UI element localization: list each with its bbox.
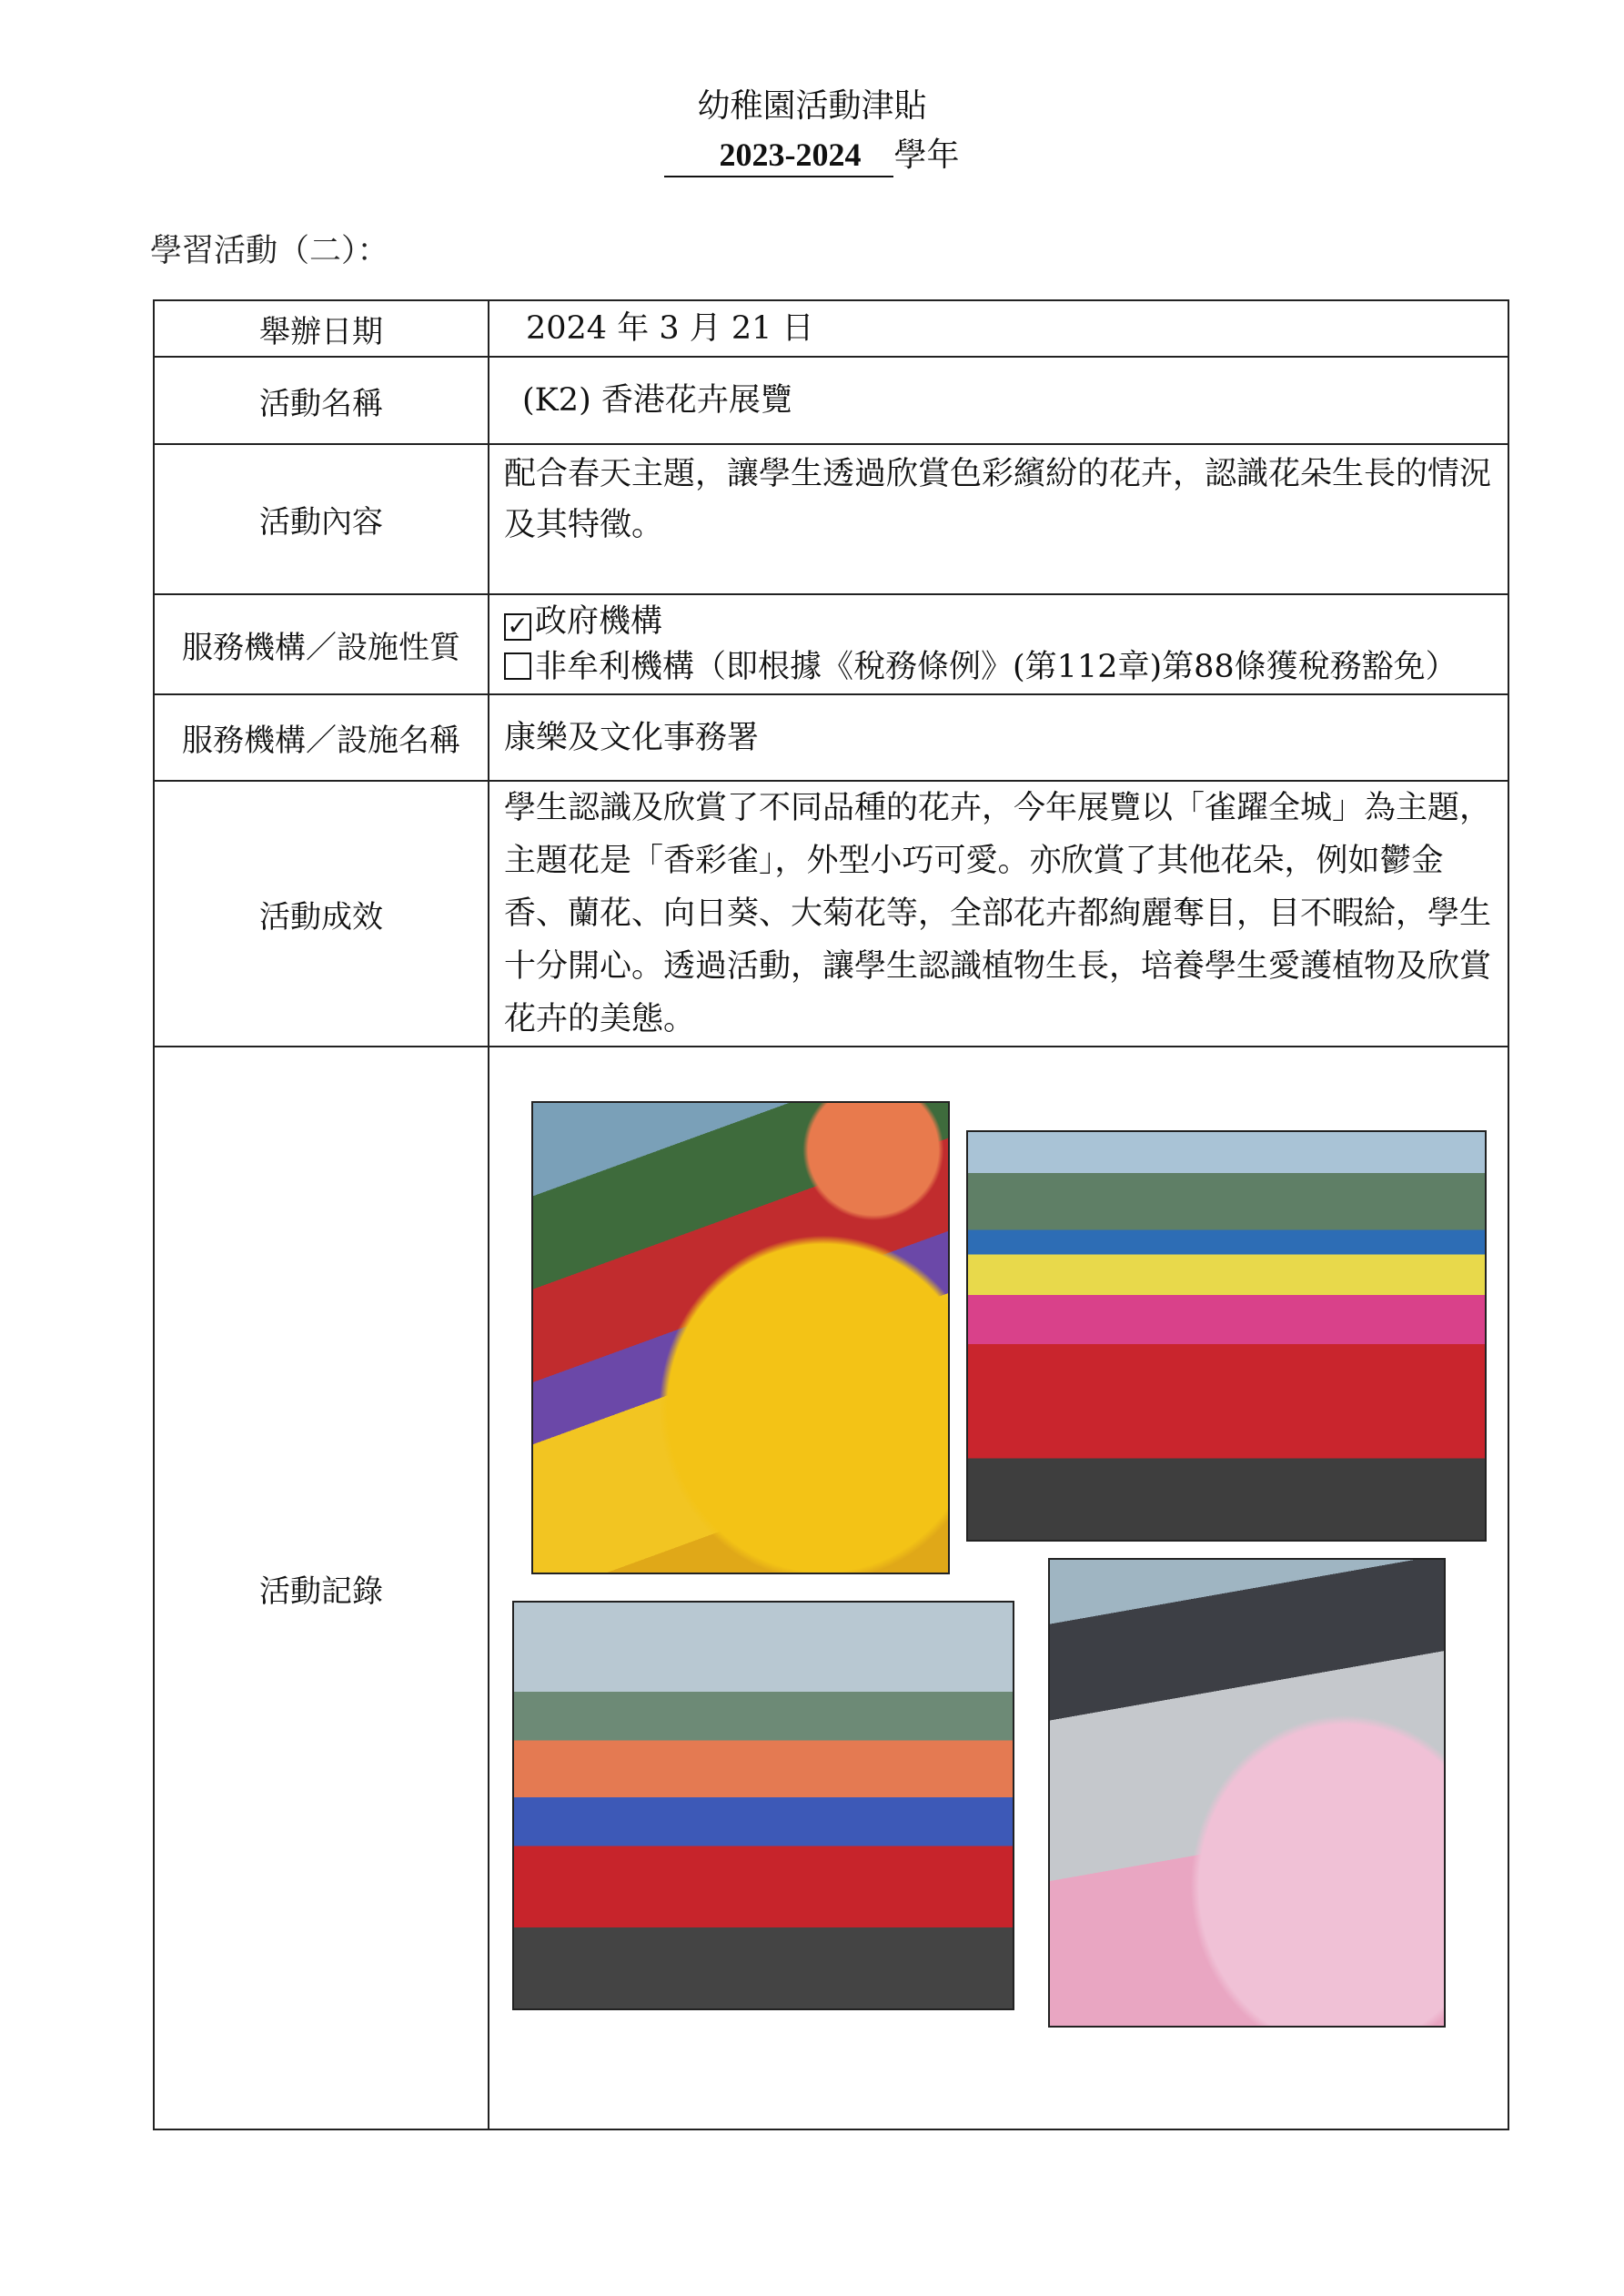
row-record <box>154 1047 1508 2129</box>
row-name <box>154 357 1508 444</box>
document-title: 幼稚園活動津貼 <box>697 87 927 125</box>
photo-collage <box>489 1048 1508 2128</box>
outcome-label: 活動成效 <box>154 781 489 1047</box>
date-value: 2024 年 3 月 21 日 <box>489 300 1508 357</box>
activity-form-table <box>153 299 1509 2130</box>
org-name-value: 康樂及文化事務署 <box>489 694 1508 781</box>
checkbox-checked-icon: ✓ <box>504 613 531 641</box>
school-year-line <box>0 129 1624 177</box>
option-non-profit-label: 非牟利機構（即根據《稅務條例》(第112章)第88條獲稅務豁免） <box>535 649 1458 685</box>
row-outcome <box>154 781 1508 1047</box>
name-label: 活動名稱 <box>154 357 489 444</box>
school-year-suffix: 學年 <box>893 137 960 174</box>
content-value: 配合春天主題，讓學生透過欣賞色彩繽紛的花卉，認識花朵生長的情況及其特徵。 <box>489 444 1508 594</box>
org-type-label: 服務機構／設施性質 <box>154 594 489 694</box>
row-org-type <box>154 594 1508 694</box>
outcome-value: 學生認識及欣賞了不同品種的花卉，今年展覽以「雀躍全城」為主題，主題花是「香彩雀」，外型小巧可愛。亦欣賞了其他花朵，例如鬱金香、蘭花、向日葵、大菊花等，全部花卉都絢麗奪目，目不暇給，學生十分開心。透過活動，讓學生認識植物生長，培養學生愛護植物及欣賞花卉的美態。 <box>489 781 1508 1047</box>
name-value: (K2) 香港花卉展覽 <box>489 357 1508 444</box>
option-government <box>504 599 1508 644</box>
school-year: 2023-2024 <box>664 136 893 177</box>
record-photos-cell <box>489 1047 1508 2129</box>
photo-children-pink-flowers <box>1048 1558 1446 2028</box>
content-label: 活動內容 <box>154 444 489 594</box>
row-org-name <box>154 694 1508 781</box>
row-date <box>154 300 1508 357</box>
row-content <box>154 444 1508 594</box>
checkbox-unchecked-icon <box>504 652 531 680</box>
org-type-options <box>489 594 1508 694</box>
section-title: 學習活動（二）： <box>150 233 389 269</box>
photo-group-flower-show-stage <box>966 1130 1487 1542</box>
photo-children-teapot-display <box>512 1601 1014 2010</box>
date-label: 舉辦日期 <box>154 300 489 357</box>
record-label: 活動記錄 <box>154 1047 489 2129</box>
photo-children-pointing-flowers <box>531 1101 950 1574</box>
option-non-profit <box>504 644 1508 690</box>
option-government-label: 政府機構 <box>535 603 663 640</box>
org-name-label: 服務機構／設施名稱 <box>154 694 489 781</box>
